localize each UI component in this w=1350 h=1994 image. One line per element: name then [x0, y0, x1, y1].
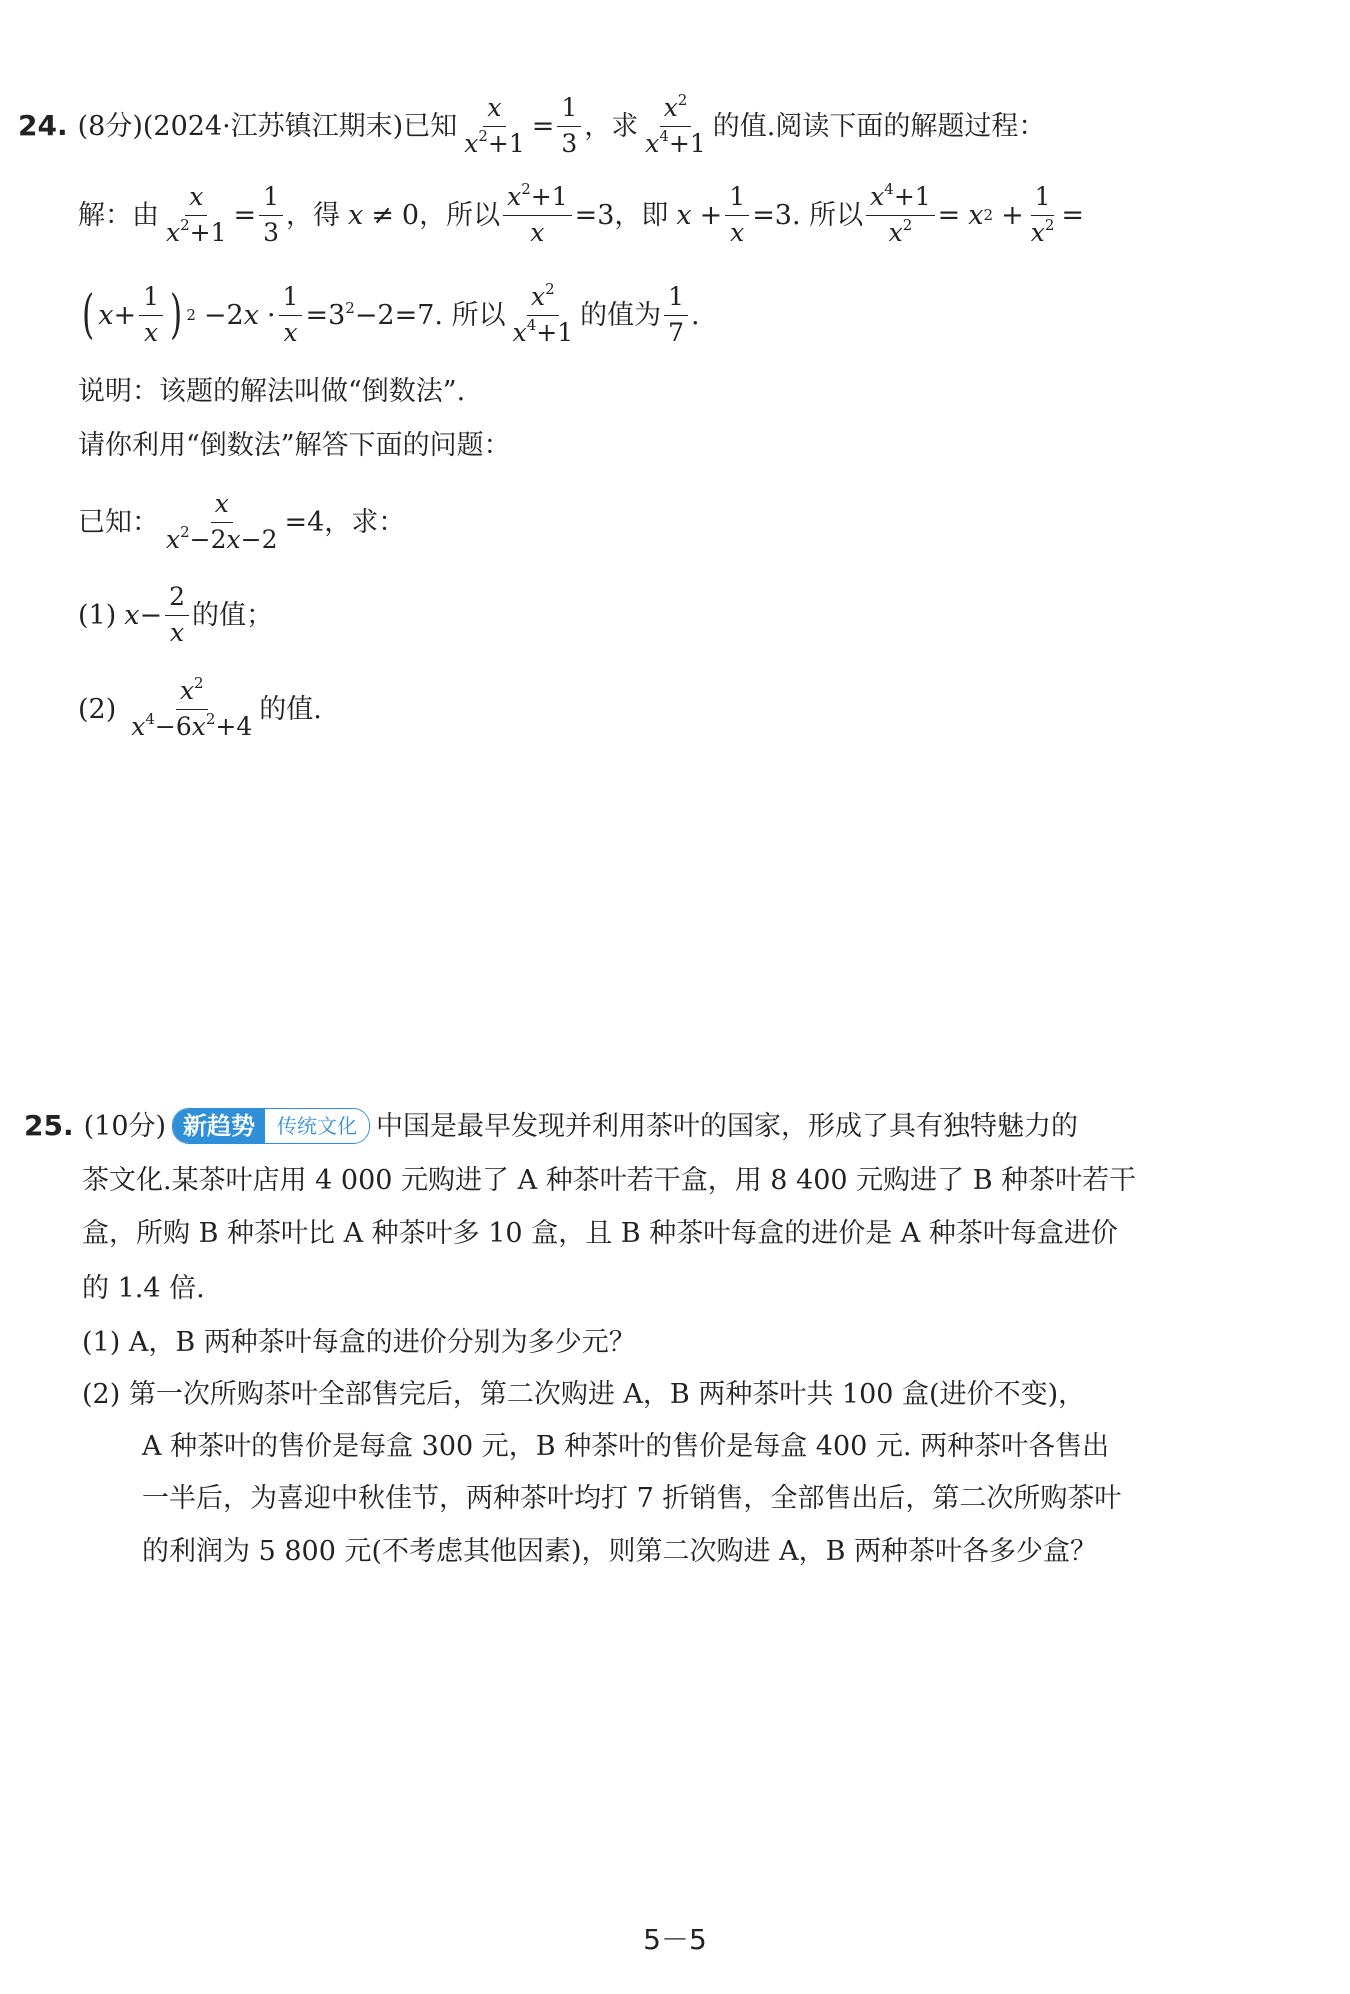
page-number: 5－5 — [643, 1923, 707, 1956]
q24-one-third: $\frac{1}{3}$ — [557, 94, 581, 159]
q24-given-suffix: =4，求： — [284, 506, 406, 538]
q24-solution-line2: ( x + $\frac{1}{x}$ ) 2 −2 x · $\frac{1}{x}$ $=3^2-2$ =7. 所以 $\frac{x^2}{x^4+1}$ 的值为 $\frac{1}{7}$ . — [82, 279, 700, 347]
q24-head-suffix: 的值.阅读下面的解题过程： — [712, 110, 1046, 142]
q24-part2-suffix: 的值. — [259, 693, 322, 725]
q24-sol-prefix: 解：由 — [78, 199, 159, 231]
q24-given: 已知： $\frac{x}{x^2-2x-2}$ =4，求： — [78, 488, 406, 554]
q24-sol2-rest: =7. 所以 — [394, 299, 506, 331]
q24-part2: (2) $\frac{x^2}{x^4-6x^2+4}$ 的值. — [78, 673, 322, 741]
q25-part2-line3: 一半后，为喜迎中秋佳节，两种茶叶均打 7 折销售，全部售出后，第二次所购茶叶 — [142, 1482, 1122, 1514]
q24-sol-b: ，所以 — [419, 199, 501, 231]
q25-part1: (1) A，B 两种茶叶每盒的进价分别为多少元？ — [82, 1326, 636, 1358]
q24-heading: 24. (8分)(2024·江苏镇江期末)已知 $\frac{x}{x^2+1}$ = $\frac{1}{3}$ ，求 $\frac{x^2}{x^4+1}$ 的值.阅读下面的解题过程： — [18, 90, 1046, 158]
q25-line3: 盒，所购 B 种茶叶比 A 种茶叶多 10 盒，且 B 种茶叶每盒的进价是 A 种茶叶每盒进价 — [82, 1217, 1118, 1249]
q24-request: 请你利用“倒数法”解答下面的问题： — [78, 429, 511, 461]
q24-sol-d: =3. 所以 — [752, 199, 864, 231]
q24-sol-a: ，得 — [286, 199, 341, 231]
q24-part1-suffix: 的值； — [192, 599, 274, 631]
q24-head-mid: ，求 — [584, 110, 639, 142]
q24-number: 24. — [18, 109, 68, 142]
q25-part2-line2: A 种茶叶的售价是每盒 300 元，B 种茶叶的售价是每盒 400 元. 两种茶叶各售出 — [142, 1430, 1110, 1462]
q25-part2-line1: (2) 第一次所购茶叶全部售完后，第二次购进 A，B 两种茶叶共 100 盒(进价不变)， — [82, 1378, 1086, 1410]
q24-part1: (1) x − $\frac{2}{x}$ 的值； — [78, 581, 274, 647]
q25-line2: 茶文化.某茶叶店用 4 000 元购进了 A 种茶叶若干盒，用 8 400 元购进了 B 种茶叶若干 — [82, 1164, 1137, 1196]
q24-given-fraction: $\frac{x}{x^2+1}$ — [464, 92, 525, 158]
q25-score: (10分) — [83, 1110, 167, 1142]
q24-sol2-value-of: 的值为 — [580, 299, 662, 331]
q24-solution-line1: 解：由 $\frac{x}{x^2+1}$ = $\frac{1}{3}$ ，得 x ≠ 0 ，所以 $\frac{x^2+1}{x}$ =3，即 x + $\frac{1}{x}$ =3. 所以 $\frac{x^4+1}{x^2}$ = x 2 + $\frac{1}{x^2}$ = — [78, 179, 1084, 247]
q25-badge-sub: 传统文化 — [265, 1109, 369, 1143]
q24-target-fraction: $\frac{x^2}{x^4+1}$ — [645, 90, 706, 158]
q24-sol-c: =3，即 — [574, 199, 669, 231]
q24-head-prefix: (8分)(2024·江苏镇江期末)已知 — [77, 110, 458, 142]
q25-line4: 的 1.4 倍. — [82, 1272, 205, 1304]
q25-part2-line4: 的利润为 5 800 元(不考虑其他因素)，则第二次购进 A，B 两种茶叶各多少盒？ — [142, 1535, 1098, 1567]
q24-part1-label: (1) — [78, 599, 117, 631]
q25-number: 25. — [24, 1109, 74, 1142]
q25-heading — [24, 1106, 1078, 1146]
q25-badge-main: 新趋势 — [173, 1109, 265, 1143]
q25-trend-badge — [172, 1108, 370, 1144]
q25-line1: 中国是最早发现并利用茶叶的国家，形成了具有独特魅力的 — [376, 1110, 1079, 1142]
q24-note: 说明：该题的解法叫做“倒数法”. — [78, 375, 466, 407]
q24-part2-label: (2) — [78, 693, 117, 725]
q24-given-prefix: 已知： — [78, 506, 159, 538]
